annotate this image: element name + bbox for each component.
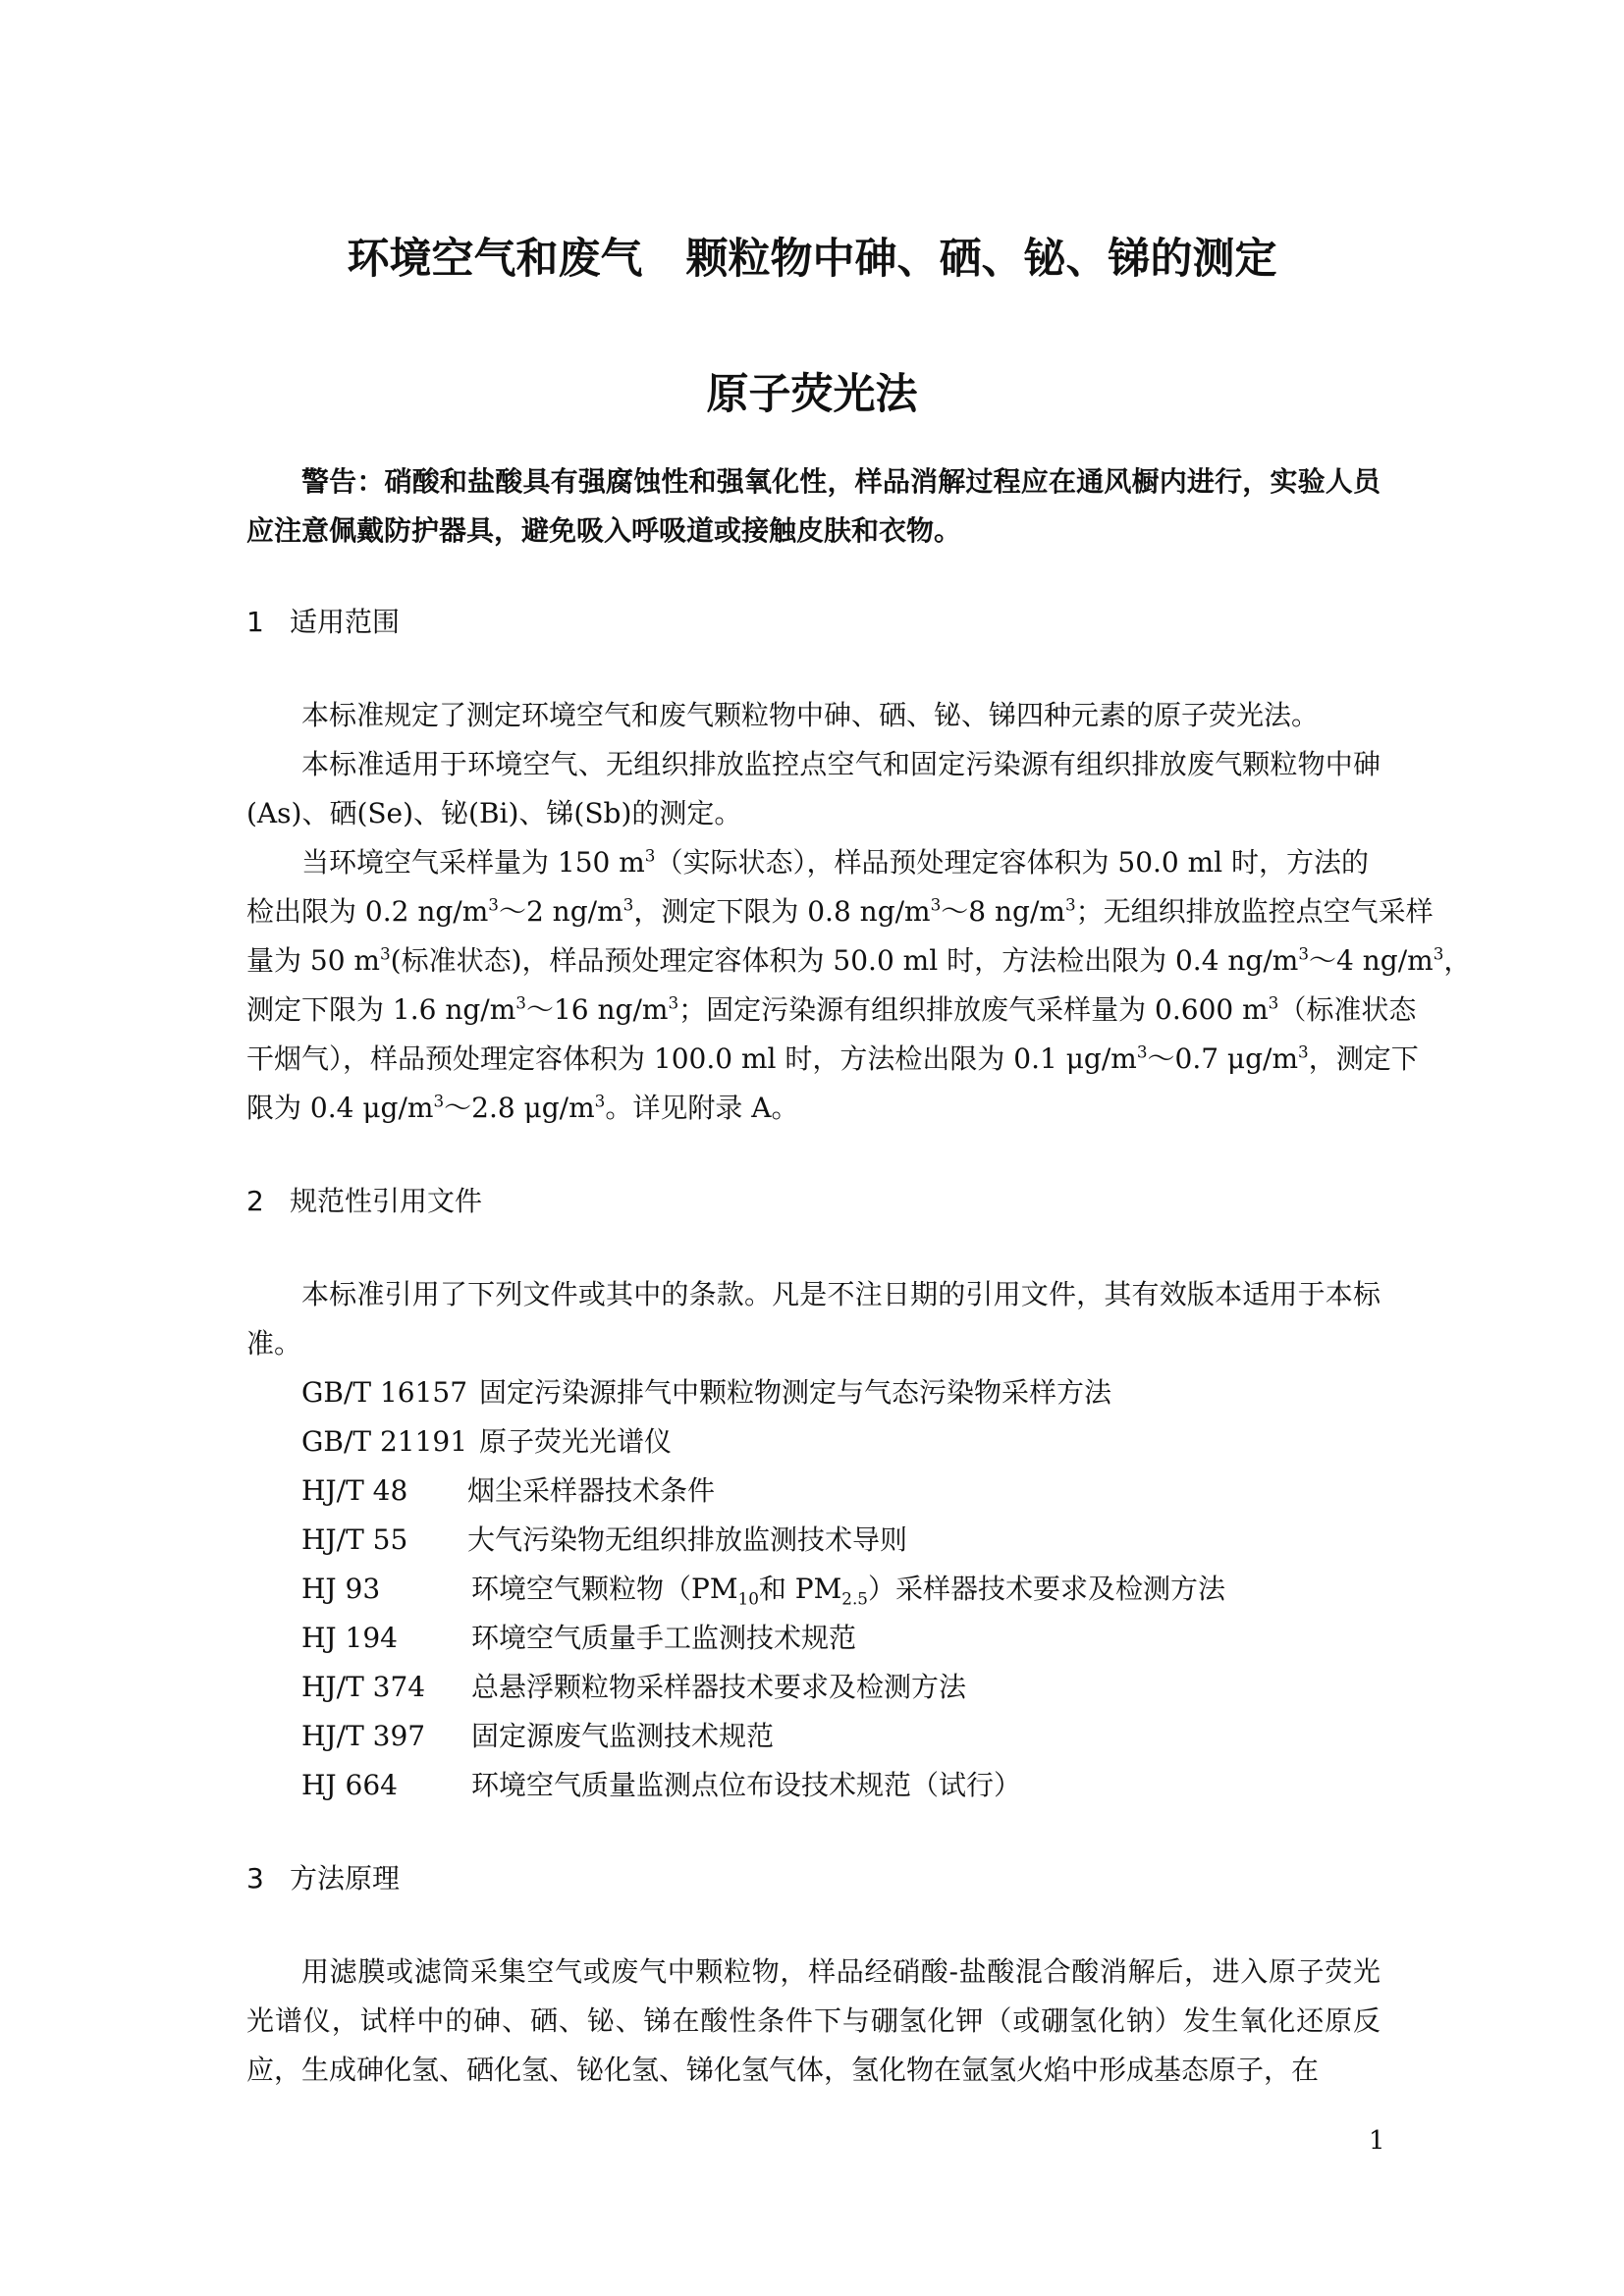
reference-title: 环境空气质量手工监测技术规范 bbox=[471, 1622, 857, 1654]
p3-line-3: 量为 50 $m^3$(标准状态)，样品预处理定容体积为 50.0 ml 时，方法检出限为 0.4 $ng/m^3\sim 4$ $ng/m^3$， bbox=[246, 943, 1472, 977]
reference-title: 固定源废气监测技术规范 bbox=[471, 1720, 775, 1752]
section-1-heading bbox=[246, 603, 400, 642]
section-3-title: 方法原理 bbox=[290, 1862, 401, 1895]
section-3-number: 3 bbox=[246, 1862, 264, 1895]
reference-title: 大气污染物无组织排放监测技术导则 bbox=[467, 1523, 908, 1556]
p3-line-4: 测定下限为 1.6 $ng/m^3\sim 16$ $ng/m^3$；固定污染源有组织排放废气采样量为 0.600 $m^3$（标准状态 bbox=[246, 992, 1417, 1026]
reference-title: 烟尘采样器技术条件 bbox=[467, 1474, 716, 1507]
reference-code: HJ/T 48 bbox=[301, 1474, 408, 1507]
reference-code: HJ 93 bbox=[301, 1573, 381, 1605]
section-2-heading bbox=[246, 1182, 482, 1221]
p3-line-6: 限为 0.4 $\mu g/m^3\sim 2.8$ $\mu g/m^3$。详见附录 A。 bbox=[246, 1091, 799, 1124]
section-2-intro: 本标准引用了下列文件或其中的条款。凡是不注日期的引用文件，其有效版本适用于本标准。 bbox=[246, 1278, 1380, 1360]
reference-code: HJ 194 bbox=[301, 1622, 398, 1654]
title-part-a: 环境空气和废气 bbox=[347, 235, 643, 284]
reference-code: HJ 664 bbox=[301, 1769, 398, 1801]
reference-title: 总悬浮颗粒物采样器技术要求及检测方法 bbox=[471, 1671, 967, 1703]
reference-code: GB/T 16157 bbox=[301, 1376, 468, 1409]
p3-line-2: 检出限为 0.2 $ng/m^3\sim 2$ $ng/m^3$，测定下限为 0.8 $ng/m^3\sim 8$ $ng/m^3$；无组织排放监控点空气采样 bbox=[246, 894, 1434, 928]
section-2-number: 2 bbox=[246, 1185, 264, 1217]
reference-title: 原子荧光光谱仪 bbox=[479, 1425, 673, 1458]
warning-paragraph: 警告：硝酸和盐酸具有强腐蚀性和强氧化性，样品消解过程应在通风橱内进行，实验人员应注意佩戴防护器具，避免吸入呼吸道或接触皮肤和衣物。 bbox=[246, 465, 1380, 547]
reference-code: HJ/T 397 bbox=[301, 1720, 426, 1752]
section-2-title: 规范性引用文件 bbox=[290, 1185, 483, 1217]
reference-code: HJ/T 374 bbox=[301, 1671, 426, 1703]
section-1-title: 适用范围 bbox=[290, 606, 401, 638]
document-subtitle: 原子荧光法 bbox=[706, 370, 918, 419]
reference-title: 环境空气颗粒物（$PM_{10}$和 $PM_{2.5}$）采样器技术要求及检测方法 bbox=[471, 1573, 1226, 1609]
section-1-paragraph-1: 本标准规定了测定环境空气和废气颗粒物中砷、硒、铋、锑四种元素的原子荧光法。 bbox=[301, 699, 1320, 731]
document-title bbox=[0, 230, 1624, 289]
reference-title: 固定污染源排气中颗粒物测定与气态污染物采样方法 bbox=[479, 1376, 1112, 1409]
section-3-heading bbox=[246, 1859, 400, 1898]
section-1-paragraph-2: 本标准适用于环境空气、无组织排放监控点空气和固定污染源有组织排放废气颗粒物中砷(As)、硒(Se)、铋(Bi)、锑(Sb)的测定。 bbox=[246, 748, 1380, 829]
title-part-b: 颗粒物中砷、硒、铋、锑的测定 bbox=[685, 235, 1277, 284]
p3-line-5: 干烟气），样品预处理定容体积为 100.0 ml 时，方法检出限为 0.1 $\mu g/m^3\sim 0.7$ $\mu g/m^3$，测定下 bbox=[246, 1041, 1419, 1075]
section-1-number: 1 bbox=[246, 606, 264, 638]
reference-code: GB/T 21191 bbox=[301, 1425, 468, 1458]
section-3-paragraph-1: 用滤膜或滤筒采集空气或废气中颗粒物，样品经硝酸-盐酸混合酸消解后，进入原子荧光光谱仪，试样中的砷、硒、铋、锑在酸性条件下与硼氢化钾（或硼氢化钠）发生氧化还原反应，生成砷化氢、硒化氢、铋化氢、锑化氢气体，氢化物在氩氢火焰中形成基态原子，在 bbox=[246, 1955, 1380, 2086]
reference-title: 环境空气质量监测点位布设技术规范（试行） bbox=[471, 1769, 1022, 1801]
p3-line-1: 当环境空气采样量为 150 $m^3$（实际状态），样品预处理定容体积为 50.0 ml 时，方法的 bbox=[301, 845, 1370, 879]
reference-code: HJ/T 55 bbox=[301, 1523, 408, 1556]
page-number: 1 bbox=[1369, 2126, 1385, 2156]
